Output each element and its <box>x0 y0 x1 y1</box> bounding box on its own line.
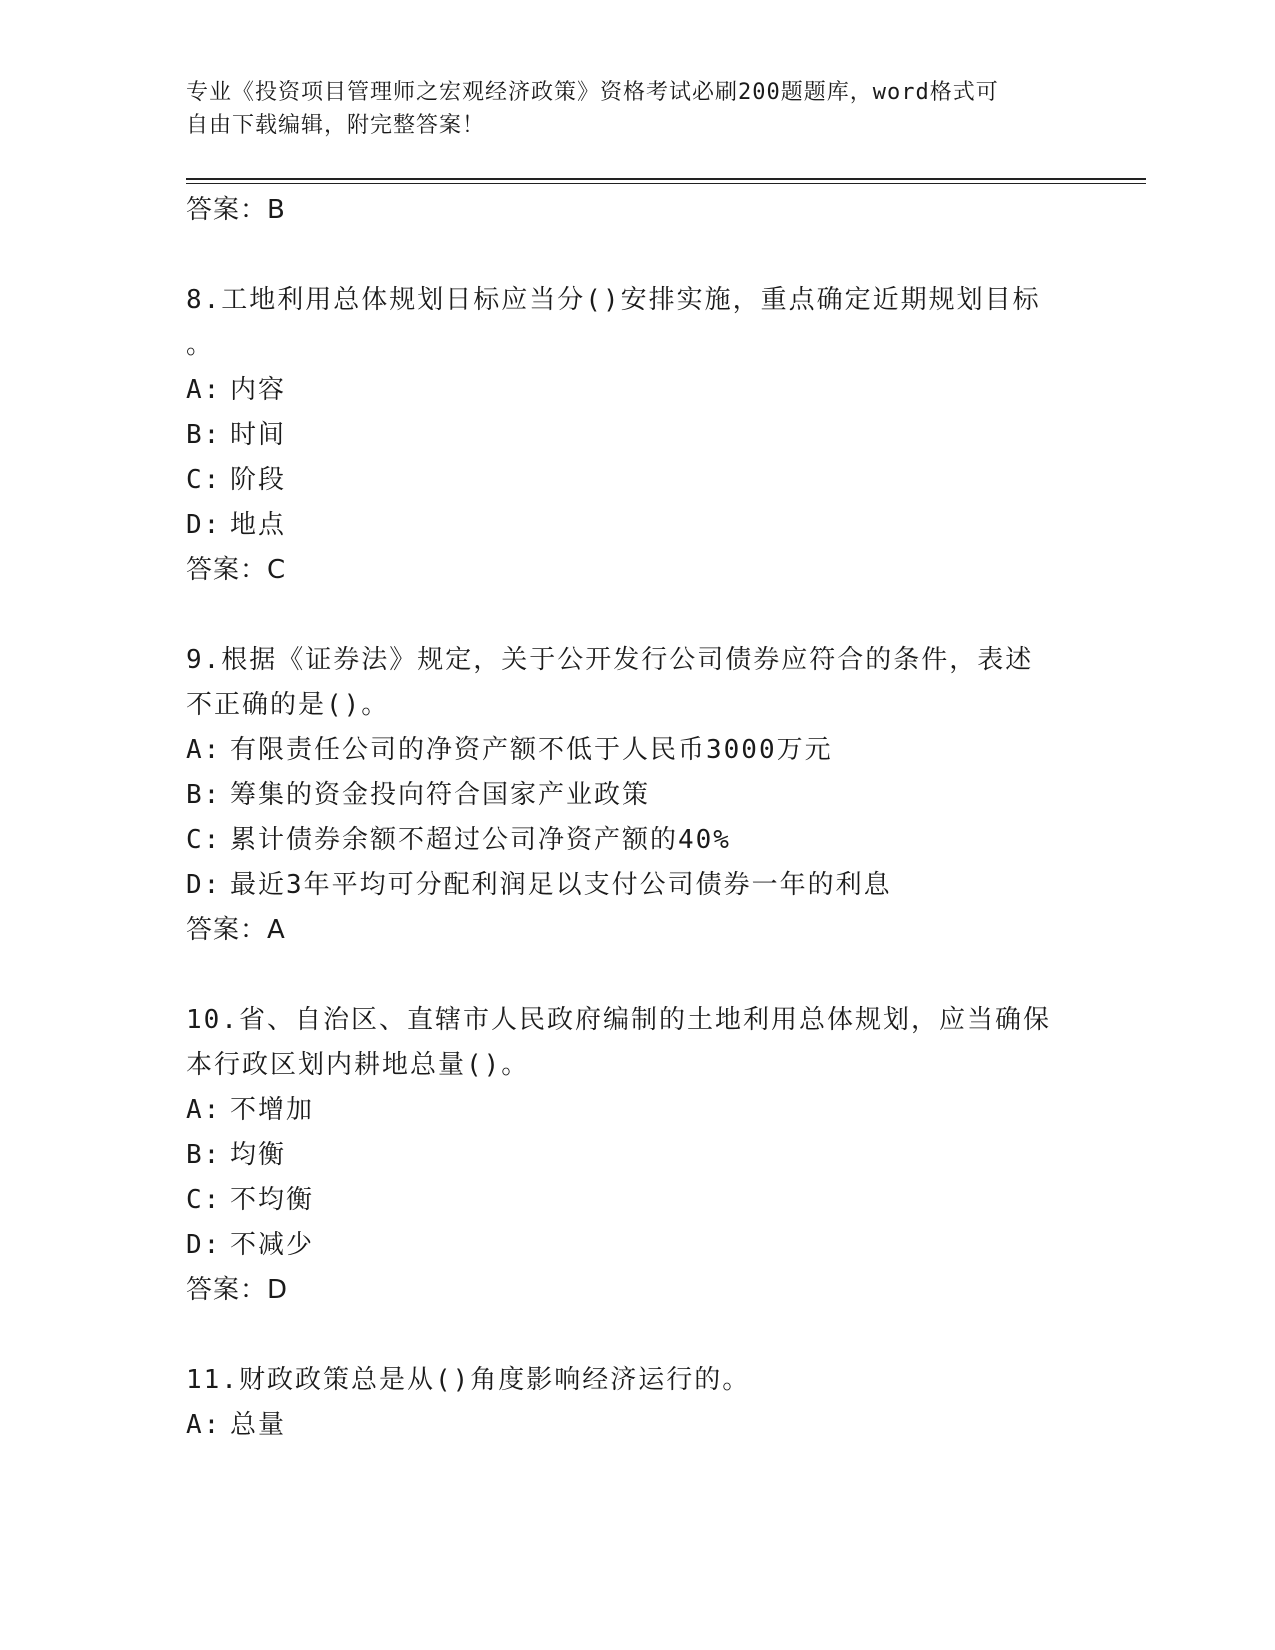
answer: 答案：C <box>186 555 287 585</box>
option-b <box>186 773 1066 818</box>
option-letter: A: <box>186 1410 222 1440</box>
question-stem-continued: 。 <box>186 330 215 360</box>
header-line-2: 自由下载编辑，附完整答案！ <box>186 113 486 138</box>
option-letter: C: <box>186 465 222 495</box>
option-letter: D: <box>186 510 222 540</box>
previous-answer: 答案：B <box>186 195 286 225</box>
option-text: 筹集的资金投向符合国家产业政策 <box>230 780 651 810</box>
option-text: 不增加 <box>230 1095 315 1125</box>
option-d <box>186 503 1066 548</box>
option-letter: D: <box>186 1230 222 1260</box>
option-letter: C: <box>186 1185 222 1215</box>
option-text: 均衡 <box>230 1140 287 1170</box>
option-letter: A: <box>186 735 222 765</box>
question-stem-continued: 不正确的是()。 <box>186 690 390 720</box>
option-text: 不减少 <box>230 1230 315 1260</box>
option-letter: B: <box>186 1140 222 1170</box>
header-divider-thick <box>186 178 1146 180</box>
option-a <box>186 1088 1066 1133</box>
question-list <box>186 188 1066 1448</box>
option-letter: A: <box>186 1095 222 1125</box>
option-text: 不均衡 <box>230 1185 315 1215</box>
question-8 <box>186 278 1066 593</box>
option-text: 累计债券余额不超过公司净资产额的40% <box>230 825 731 855</box>
option-letter: B: <box>186 780 222 810</box>
option-a <box>186 1403 1066 1448</box>
option-c <box>186 818 1066 863</box>
option-letter: C: <box>186 825 222 855</box>
option-text: 阶段 <box>230 465 287 495</box>
option-a <box>186 728 1066 773</box>
option-a <box>186 368 1066 413</box>
document-header <box>186 76 1086 142</box>
option-letter: D: <box>186 870 222 900</box>
option-d <box>186 1223 1066 1268</box>
header-line-1: 专业《投资项目管理师之宏观经济政策》资格考试必刷200题题库，word格式可 <box>186 80 999 105</box>
question-stem: 9.根据《证券法》规定，关于公开发行公司债券应符合的条件，表述 <box>186 645 1034 675</box>
header-divider-thin <box>186 183 1146 184</box>
option-c <box>186 1178 1066 1223</box>
option-text: 时间 <box>230 420 287 450</box>
question-stem-continued: 本行政区划内耕地总量()。 <box>186 1050 530 1080</box>
option-b <box>186 1133 1066 1178</box>
question-10 <box>186 998 1066 1313</box>
question-stem: 10.省、自治区、直辖市人民政府编制的土地利用总体规划，应当确保 <box>186 1005 1051 1035</box>
option-d <box>186 863 1066 908</box>
option-letter: B: <box>186 420 222 450</box>
option-text: 内容 <box>230 375 287 405</box>
question-11 <box>186 1358 1066 1448</box>
option-text: 地点 <box>230 510 287 540</box>
option-text: 有限责任公司的净资产额不低于人民币3000万元 <box>230 735 833 765</box>
question-stem: 11.财政政策总是从()角度影响经济运行的。 <box>186 1365 751 1395</box>
question-9 <box>186 638 1066 953</box>
answer: 答案：A <box>186 915 286 945</box>
option-b <box>186 413 1066 458</box>
option-letter: A: <box>186 375 222 405</box>
answer: 答案：D <box>186 1275 289 1305</box>
option-c <box>186 458 1066 503</box>
option-text: 最近3年平均可分配利润足以支付公司债券一年的利息 <box>230 870 892 900</box>
option-text: 总量 <box>230 1410 287 1440</box>
question-stem: 8.工地利用总体规划日标应当分()安排实施，重点确定近期规划目标 <box>186 285 1041 315</box>
